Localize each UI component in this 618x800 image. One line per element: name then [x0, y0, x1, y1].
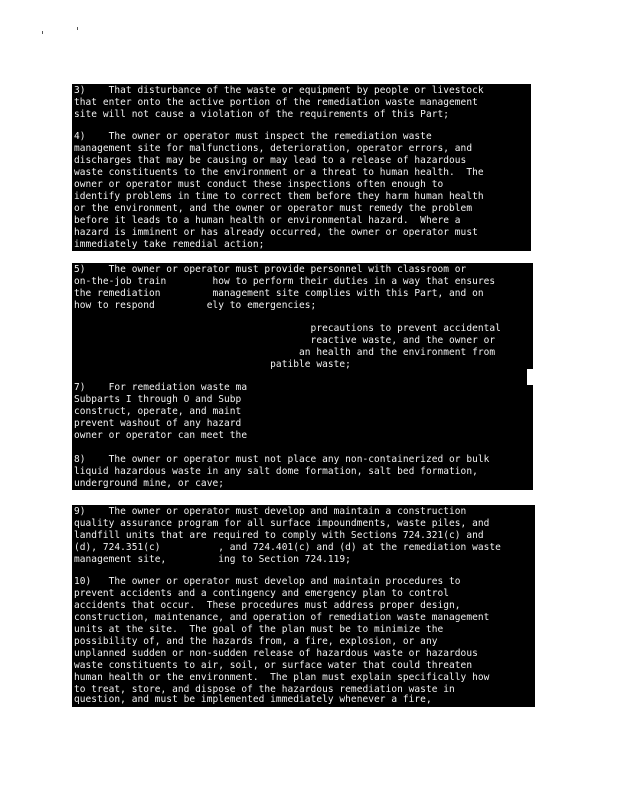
para-7-line: Subparts I through O and Subp — [74, 394, 242, 405]
para-5-line: on-the-job train how to perform their duties in a way that ensures — [74, 276, 496, 287]
para-7-line: construct, operate, and maint — [74, 406, 242, 417]
scan-speck — [77, 27, 78, 30]
para-10-line: accidents that occur. These procedures must address proper design, — [74, 600, 461, 611]
para-10-line: unplanned sudden or non-sudden release of hazardous waste or hazardous — [74, 648, 478, 659]
text-block-2 — [72, 263, 533, 490]
para-10-line: question, and must be implemented immediately whenever a fire, — [74, 694, 432, 705]
para-9-line: management site, ing to Section 724.119; — [74, 554, 351, 565]
para-10-line: to treat, store, and dispose of the hazardous remediation waste in — [74, 684, 455, 695]
para-10-line: prevent accidents and a contingency and emergency plan to control — [74, 588, 450, 599]
text-block-3 — [72, 505, 535, 707]
para-9-line: landfill units that are required to comply with Sections 724.321(c) and — [74, 530, 484, 541]
para-4-line: waste constituents to the environment or a threat to human health. The — [74, 167, 484, 178]
para-6-line: reactive waste, and the owner or — [74, 335, 496, 346]
para-7-line: 7) For remediation waste ma — [74, 382, 248, 393]
para-4-line: immediately take remedial action; — [74, 239, 265, 250]
para-4-line: owner or operator must conduct these inspections often enough to — [74, 179, 444, 190]
para-10-line: construction, maintenance, and operation of remediation waste management — [74, 612, 490, 623]
para-10-line: waste constituents to air, soil, or surface water that could threaten — [74, 660, 473, 671]
para-4-line: discharges that may be causing or may lead to a release of hazardous — [74, 155, 467, 166]
para-9-line: 9) The owner or operator must develop and maintain a construction — [74, 506, 467, 517]
para-7-line: prevent washout of any hazard — [74, 418, 242, 429]
para-4-line: hazard is imminent or has already occurred, the owner or operator must — [74, 227, 478, 238]
para-7-line: owner or operator can meet the — [74, 430, 248, 441]
para-10-line: 10) The owner or operator must develop and maintain procedures to — [74, 576, 461, 587]
para-4-line: or the environment, and the owner or operator must remedy the problem — [74, 203, 473, 214]
para-8-line: underground mine, or cave; — [74, 478, 225, 489]
para-8-line: 8) The owner or operator must not place any non-containerized or bulk — [74, 454, 490, 465]
para-3-line: site will not cause a violation of the requirements of this Part; — [74, 109, 450, 120]
para-4-line: management site for malfunctions, deterioration, operator errors, and — [74, 143, 473, 154]
para-5-line: how to respond ely to emergencies; — [74, 300, 317, 311]
para-10-line: human health or the environment. The plan must explain specifically how — [74, 672, 490, 683]
para-6-line: precautions to prevent accidental — [74, 323, 501, 334]
para-3-line: 3) That disturbance of the waste or equipment by people or livestock — [74, 85, 484, 96]
text-block-1 — [72, 84, 531, 251]
para-6-line: an health and the environment from — [74, 347, 496, 358]
para-8-line: liquid hazardous waste in any salt dome formation, salt bed formation, — [74, 466, 478, 477]
para-6-line: patible waste; — [74, 359, 351, 370]
para-9-line: quality assurance program for all surface impoundments, waste piles, and — [74, 518, 490, 529]
para-4-line: identify problems in time to correct them before they harm human health — [74, 191, 484, 202]
scan-gap — [527, 369, 533, 385]
para-5-line: 5) The owner or operator must provide personnel with classroom or — [74, 264, 467, 275]
para-9-line: (d), 724.351(c) , and 724.401(c) and (d) at the remediation waste — [74, 542, 501, 553]
scan-speck — [42, 31, 43, 34]
para-4-line: 4) The owner or operator must inspect the remediation waste — [74, 131, 432, 142]
para-5-line: the remediation management site complies with this Part, and on — [74, 288, 484, 299]
para-10-line: possibility of, and the hazards from, a fire, explosion, or any — [74, 636, 438, 647]
para-10-line: units at the site. The goal of the plan must be to minimize the — [74, 624, 444, 635]
para-4-line: before it leads to a human health or environmental hazard. Where a — [74, 215, 461, 226]
para-3-line: that enter onto the active portion of the remediation waste management — [74, 97, 478, 108]
